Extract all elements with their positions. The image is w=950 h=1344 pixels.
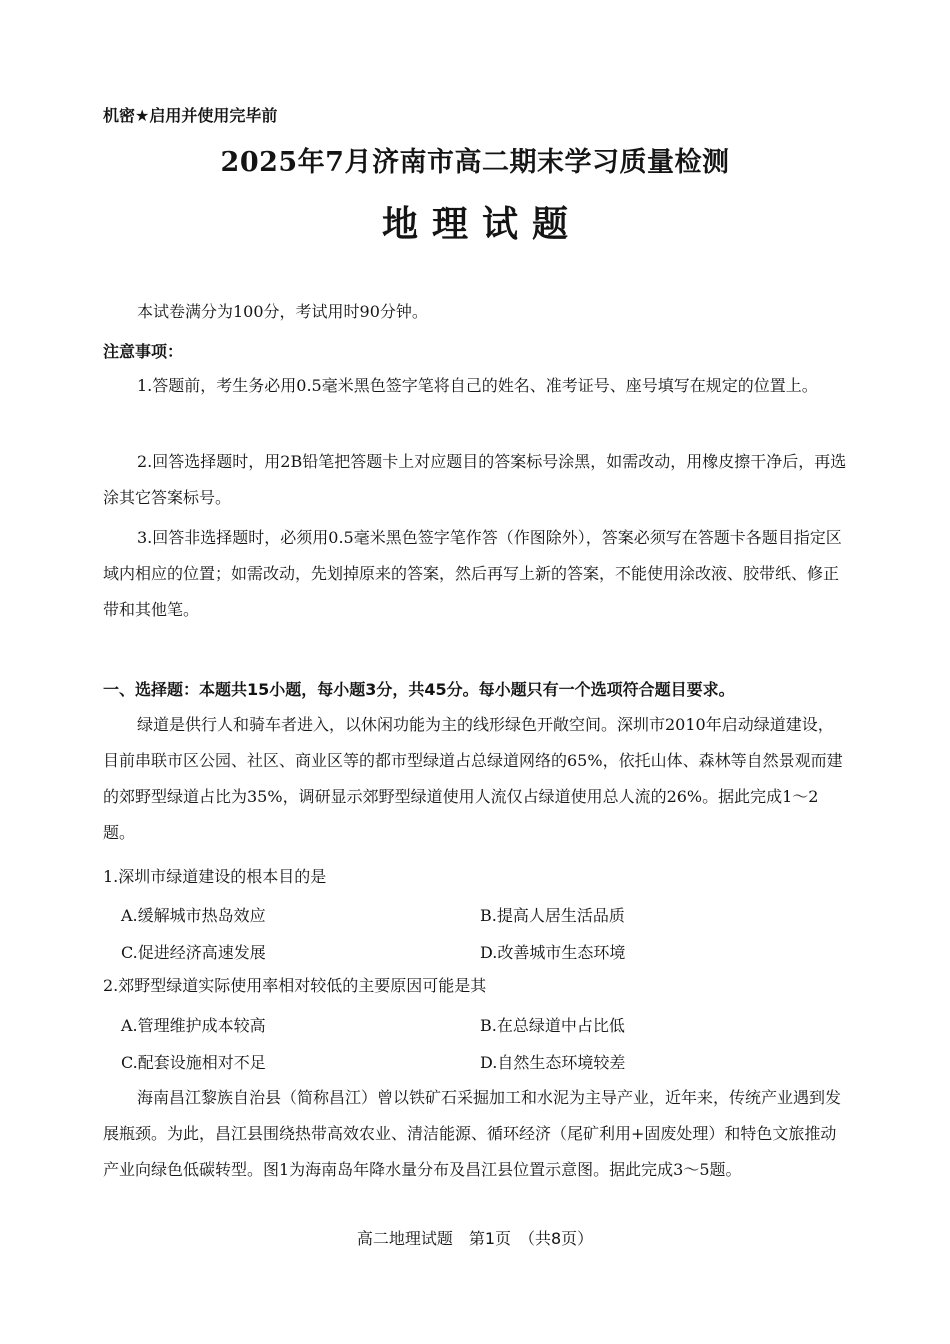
subject-title: 地理试题 (381, 203, 582, 245)
note-item-3: 3.回答非选择题时，必须用0.5毫米黑色签字笔作答（作图除外），答案必须写在答题卡各题目指定区域内相应的位置；如需改动，先划掉原来的答案，然后再写上新的答案，不能使用涂改液、胶带纸、修正带和其他笔。 (103, 528, 842, 619)
section-heading: 一、选择题：本题共15小题，每小题3分，共45分。每小题只有一个选项符合题目要求。 (103, 680, 735, 699)
notes-heading: 注意事项： (103, 342, 184, 361)
score-line: 本试卷满分为100分，考试用时90分钟。 (137, 302, 428, 321)
passage-greenway: 绿道是供行人和骑车者进入，以休闲功能为主的线形绿色开敞空间。深圳市2010年启动绿道建设，目前串联市区公园、社区、商业区等的都市型绿道占总绿道网络的65%，依托山体、森林等自然景观而建的郊野型绿道占比为35%，调研显示郊野型绿道使用人流仅占绿道使用总人流的26%。据此完成1～2题。 (103, 715, 843, 842)
question-2-option-d: D.自然生态环境较差 (480, 1053, 626, 1072)
passage-changjiang: 海南昌江黎族自治县（简称昌江）曾以铁矿石采掘加工和水泥为主导产业，近年来，传统产业遇到发展瓶颈。为此，昌江县围绕热带高效农业、清洁能源、循环经济（尾矿利用+固废处理）和特色文旅推动产业向绿色低碳转型。图1为海南岛年降水量分布及昌江县位置示意图。据此完成3～5题。 (103, 1088, 842, 1179)
question-1-option-a: A.缓解城市热岛效应 (121, 906, 266, 925)
question-1-stem: 1.深圳市绿道建设的根本目的是 (103, 867, 327, 886)
exam-title: 2025年7月济南市高二期末学习质量检测 (220, 147, 730, 178)
question-2-option-c: C.配套设施相对不足 (121, 1053, 266, 1072)
note-item-2: 2.回答选择题时，用2B铅笔把答题卡上对应题目的答案标号涂黑，如需改动，用橡皮擦干净后，再选涂其它答案标号。 (103, 452, 847, 507)
question-1-option-b: B.提高人居生活品质 (480, 906, 625, 925)
confidential-label: 机密★启用并使用完毕前 (103, 106, 278, 125)
question-2-option-a: A.管理维护成本较高 (121, 1016, 266, 1035)
note-item-1: 1.答题前，考生务必用0.5毫米黑色签字笔将自己的姓名、准考证号、座号填写在规定的位置上。 (137, 376, 818, 395)
question-2-stem: 2.郊野型绿道实际使用率相对较低的主要原因可能是其 (103, 976, 487, 995)
question-1-option-d: D.改善城市生态环境 (480, 943, 626, 962)
question-1-option-c: C.促进经济高速发展 (121, 943, 266, 962)
question-2-option-b: B.在总绿道中占比低 (480, 1016, 625, 1035)
page-footer: 高二地理试题 第1页 （共8页） (356, 1229, 594, 1248)
